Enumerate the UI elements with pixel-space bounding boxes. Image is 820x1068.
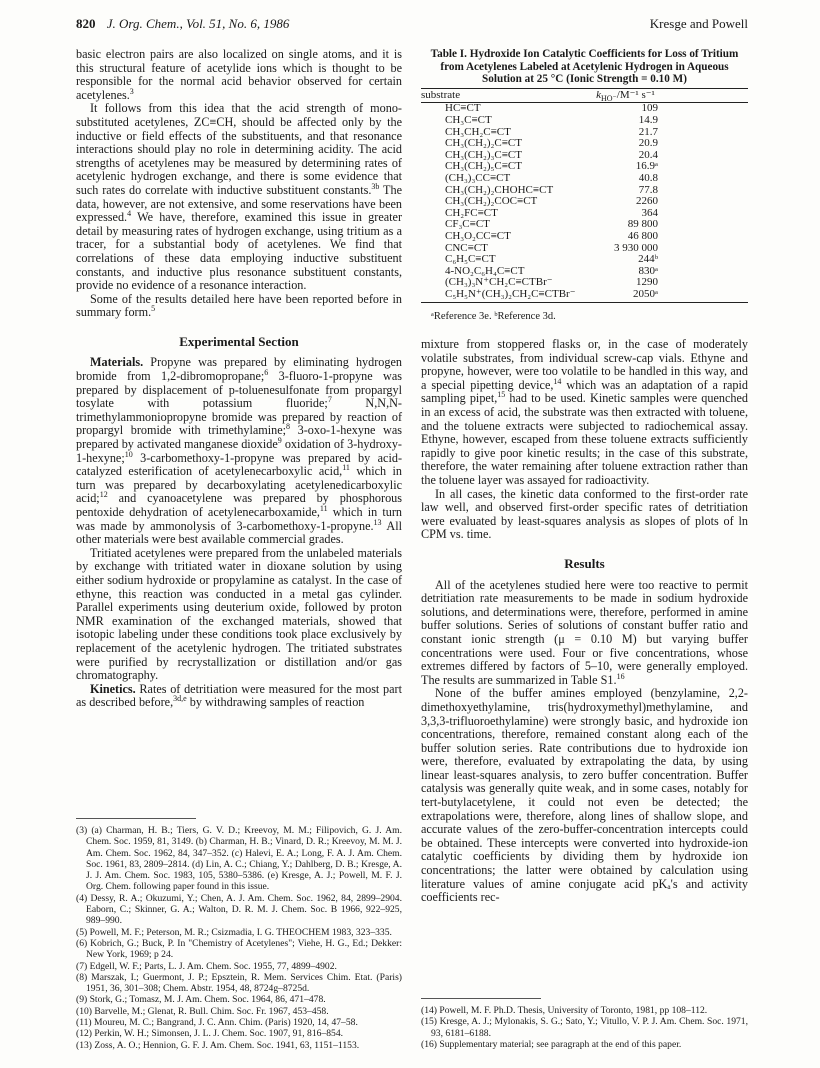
- footnotes-left: [76, 818, 402, 1051]
- rate-value-cell: 77.8: [638, 183, 658, 196]
- results-paragraph-2: None of the buffer amines employed (benzylamine, 2,2-dimethoxyethylamine, tris(hydroxymethyl)methylamine, and 3,3,3-trifluoroethylamine) were strongly basic, and hydroxide ion concentrations, therefore, remained constant along each of the buffer solution series. Rate contributions due to hydroxide ion were, therefore, evaluated by extrapolating the data, by using linear least-squares analysis, to zero buffer concentration. Buffer catalysis was generally quite weak, and in some cases, notably for tert-butylacetylene, it could not even be detected; the extrapolations were, therefore, along lines of shallow slope, and accurate values of the zero-buffer-concentration intercepts could be obtained. These intercepts were converted into hydroxide-ion catalytic coefficients by dividing them by hydroxide ion concentrations; the latter were obtained by calculation using literature values of amine conjugate acid pKₐ's and activity coefficients rec-: [421, 686, 748, 905]
- rate-value-cell: 2260: [636, 195, 658, 208]
- first-order-paragraph: In all cases, the kinetic data conformed to the first-order rate law well, and observed first-order specific rates of detritiation were evaluated by least-squares analysis as slopes of plots of ln CPM vs. time.: [421, 486, 748, 542]
- rate-value-cell: 14.9: [638, 113, 658, 126]
- substrate-cell: C₅H₅N⁺(CH₃)₂CH₂C≡CTBr⁻: [421, 289, 596, 303]
- rate-value-cell: 20.9: [638, 137, 658, 150]
- footnotes-right: [421, 998, 748, 1050]
- table-row: [421, 138, 748, 150]
- substrate-cell: HC≡CT: [445, 102, 481, 115]
- substrate-cell: CH₃CH₂C≡CT: [445, 125, 511, 138]
- running-authors: Kresge and Powell: [649, 16, 748, 31]
- intro-paragraph-3: Some of the results detailed here have been reported before in summary form.$^5$: [76, 291, 402, 320]
- rate-value-cell: 46 800: [627, 229, 658, 242]
- section-heading-results: Results: [564, 555, 605, 571]
- substrate-cell: CH₃(CH₂)₅C≡CT: [445, 160, 522, 173]
- substrate-cell: CNC≡CT: [445, 241, 488, 254]
- intro-paragraph-2: It follows from this idea that the acid strength of mono-substituted acetylenes, ZC≡CH, should be affected only by the inductive or field effects of the substituents, and that resonance interactions should play no role in determining acidity. The acid strengths of acetylenes may be measured by determining rates of acetylenic hydrogen exchange, and there is some evidence that such rates do correlate with inductive substituent constants.$^{3b}$ The data, however, are not extensive, and some reservations have been expressed.$^4$ We have, therefore, examined this issue in greater detail by measuring rates of hydrogen exchange, using tritium as a tracer, for a substantial body of acetylenes. We find that correlations of these data employing inductive substituent constants, and inductive plus resonance substituent constants, provide no evidence of a resonance interaction.: [76, 101, 402, 293]
- footnote-3: (3) (a) Charman, H. B.; Tiers, G. V. D.; Kreevoy, M. M.; Filipovich, G. J. Am. Chem. Soc. 1959, 81, 3149. (b) Charman, H. B.; Vinard, D. R.; Kreevoy, M. M. J. Am. Chem. Soc. 1962, 84, 347–352. (c) Halevi, E. A.; Long, F. A. J. Am. Chem. Soc. 1961, 83, 2809–2814. (d) Lin, A. C.; Chiang, Y.; Dahlberg, D. B.; Kresge, A. J. J. Am. Chem. Soc. 1983, 105, 5380–5386. (e) Kresge, A. J.; Powell, M. F. J. Org. Chem. following paper found in this issue.: [76, 825, 402, 893]
- column-header-substrate: substrate: [421, 88, 596, 103]
- footnote-rule: [76, 818, 196, 819]
- substrate-cell: CH₃(CH₂)₂CHOHC≡CT: [445, 183, 554, 196]
- rate-table: [421, 88, 748, 304]
- section-heading-experimental: Experimental Section: [179, 333, 299, 349]
- footnote-rule: [421, 998, 541, 999]
- rate-value-cell: 1290: [636, 276, 658, 289]
- footnote-7: (7) Edgell, W. F.; Parts, L. J. Am. Chem. Soc. 1955, 77, 4899–4902.: [76, 960, 337, 972]
- substrate-cell: (CH₃)₃N⁺CH₂C≡CTBr⁻: [445, 276, 553, 289]
- substrate-cell: CH₃(CH₂)₂COC≡CT: [445, 195, 538, 208]
- substrate-cell: CH₃O₂CC≡CT: [445, 229, 511, 242]
- substrate-cell: CH₂FC≡CT: [445, 206, 498, 219]
- results-paragraph-1: All of the acetylenes studied here were too reactive to permit detritiation rate measurements to be made in sodium hydroxide solutions, and determinations were, therefore, performed in amine buffer solutions. Series of solutions of constant buffer ratio and constant ionic strength (μ = 0.10 M) but varying buffer concentrations were used. Four or five concentrations, whose extremes differed by factors of 5–10, were generally employed. The results are summarized in Table S1.16: [421, 577, 748, 687]
- rate-value-cell: 40.8: [638, 171, 658, 184]
- substrate-cell: CH₃(CH₂)₃C≡CT: [445, 148, 522, 161]
- materials-paragraph: Materials. Propyne was prepared by eliminating hydrogen bromide from 1,2-dibromopropane;$^6$ 3-fluoro-1-propyne was prepared by displacement of p-toluenesulfonate from propargyl tosylate with potassium fluoride;$^7$ N,N,N-trimethylammoniopropyne bromide was prepared by reaction of propargyl bromide with trimethylamine;$^8$ 3-oxo-1-hexyne was prepared by activated manganese dioxide$^9$ oxidation of 3-hydroxy-1-hexyne;$^{10}$ 3-carbomethoxy-1-propyne was prepared by acid-catalyzed esterification of acetylenecarboxylic acid,$^{11}$ which in turn was prepared by decarboxylating acetylenedicarboxylic acid;$^{12}$ and cyanoacetylene was prepared by phosphorous pentoxide dehydration of acetylenecarboxamide,$^{11}$ which in turn was made by ammonolysis of 3-carbomethoxy-1-propyne.$^{13}$ All other materials were best available commercial grades.: [76, 355, 403, 547]
- footnote-16: (16) Supplementary material; see paragraph at the end of this paper.: [421, 1038, 682, 1050]
- rate-value-cell: 109: [641, 102, 658, 115]
- rate-value-cell: 244ᵇ: [638, 253, 658, 266]
- table-row: [421, 196, 748, 208]
- table-footnotes: ᵃReference 3e. ᵇReference 3d.: [431, 311, 556, 323]
- substrate-cell: 4-NO₂C₆H₄C≡CT: [445, 264, 525, 277]
- intro-paragraph-1: basic electron pairs are also localized on single atoms, and it is this structural feature of acetylide ions which is thought to be responsible for the normal acid behavior observed for certain acetylenes.$^3$: [76, 47, 402, 102]
- table-row: [421, 231, 748, 243]
- column-header-k: $k_{HO^-}/M^{-1}$ s⁻¹: [596, 88, 748, 103]
- substrate-cell: CF₃C≡CT: [445, 218, 490, 231]
- page-header: [76, 16, 748, 34]
- footnote-6: (6) Kobrich, G.; Buck, P. In "Chemistry of Acetylenes"; Viehe, H. G., Ed.; Dekker: New York, 1969; p 24.: [76, 937, 402, 961]
- footnote-14: (14) Powell, M. F. Ph.D. Thesis, University of Toronto, 1981, pp 108–112.: [421, 1005, 708, 1016]
- table-row: [421, 254, 748, 266]
- rate-value-cell: 830ᵃ: [638, 264, 658, 277]
- journal-citation: J. Org. Chem., Vol. 51, No. 6, 1986: [106, 16, 290, 31]
- rate-value-cell: 2050ᵃ: [596, 289, 748, 303]
- rate-value-cell: 21.7: [638, 125, 658, 138]
- footnote-10: (10) Barvelle, M.; Glenat, R. Bull. Chim. Soc. Fr. 1967, 453–458.: [76, 1005, 329, 1017]
- substrate-cell: CH₃C≡CT: [445, 113, 492, 126]
- rate-value-cell: 16.9ᵃ: [635, 160, 658, 173]
- footnote-5: (5) Powell, M. F.; Peterson, M. R.; Csizmadia, I. G. THEOCHEM 1983, 323–335.: [76, 926, 392, 938]
- footnote-8: (8) Marszak, I.; Guermont, J. P.; Epsztein, R. Mem. Services Chim. Etat. (Paris) 1951, 36, 301–308; Chem. Abstr. 1954, 48, 8724g–8725d.: [76, 971, 402, 995]
- kinetics-continuation: mixture from stoppered flasks or, in the case of moderately volatile substrates, from individual screw-cap vials. Ethyne and propyne, however, were too volatile to be handled in this way, and a special pipetting device,$^{14}$ which was an adaptation of a rapid sampling pipet,$^{15}$ had to be used. Kinetic samples were quenched in an excess of acid, the substrate was then extracted with toluene, and the toluene extracts were subjected to radiochemical assay. Ethyne, however, escaped from these toluene extracts sufficiently rapidly to give poor kinetic results; in the case of this substrate, therefore, the water remaining after toluene extraction rather than the toluene layer was assayed for radioactivity.: [421, 337, 748, 487]
- substrate-cell: CH₃(CH₂)₂C≡CT: [445, 137, 522, 150]
- right-column: [421, 48, 748, 905]
- footnote-12: (12) Perkin, W. H.; Simonsen, J. L. J. Chem. Soc. 1907, 91, 816–854.: [76, 1028, 344, 1040]
- footnote-9: (9) Stork, G.; Tomasz, M. J. Am. Chem. Soc. 1964, 86, 471–478.: [76, 994, 326, 1006]
- rate-value-cell: 3 930 000: [614, 241, 658, 254]
- rate-value-cell: 364: [641, 206, 658, 219]
- table-row: [421, 173, 748, 185]
- rate-value-cell: 20.4: [638, 148, 658, 161]
- substrate-cell: C₆H₅C≡CT: [445, 253, 496, 266]
- footnote-13: (13) Zoss, A. O.; Hennion, G. F. J. Am. Chem. Soc. 1941, 63, 1151–1153.: [76, 1039, 360, 1051]
- rate-value-cell: 89 800: [627, 218, 658, 231]
- footnote-4: (4) Dessy, R. A.; Okuzumi, Y.; Chen, A. J. Am. Chem. Soc. 1962, 84, 2899–2904. Eaborn, C.; Skinner, G. A.; Walton, D. R. M. J. Chem. Soc. B 1966, 922–925, 989–990.: [76, 892, 402, 927]
- footnote-11: (11) Moureu, M. C.; Bangrand, J. C. Ann. Chim. (Paris) 1920, 14, 47–58.: [76, 1017, 358, 1029]
- footnote-15: (15) Kresge, A. J.; Mylonakis, S. G.; Sato, Y.; Vitullo, V. P. J. Am. Chem. Soc. 1971, 93, 6181–6188.: [421, 1016, 748, 1039]
- page-number: 820: [76, 16, 96, 31]
- left-column: [76, 48, 402, 710]
- kinetics-paragraph: Kinetics. Rates of detritiation were measured for the most part as described before,$^{3d,e}$ by withdrawing samples of reaction: [76, 681, 402, 710]
- table-row: [421, 289, 748, 303]
- substrate-cell: (CH₃)₃CC≡CT: [445, 171, 511, 184]
- table-caption: Table I. Hydroxide Ion Catalytic Coefficients for Loss of Tritium from Acetylenes Labeled at Acetylenic Hydrogen in Aqueous Solution at 25 °C (Ionic Strength = 0.10 M): [430, 48, 739, 86]
- tritiated-paragraph: Tritiated acetylenes were prepared from the unlabeled materials by exchange with tritiated water in dioxane solution by using either sodium hydroxide or propylamine as catalyst. In the case of ethyne, this reaction was conducted in a metal gas cylinder. Parallel experiments using deuterium oxide, followed by proton NMR examination of the exchanged materials, showed that isotopic labeling under these conditions took place exclusively by replacement of the acetylenic hydrogen. The tritiated substrates were purified by recrystallization or distillation and/or gas chromatography.: [76, 545, 402, 683]
- table-row: [421, 115, 748, 127]
